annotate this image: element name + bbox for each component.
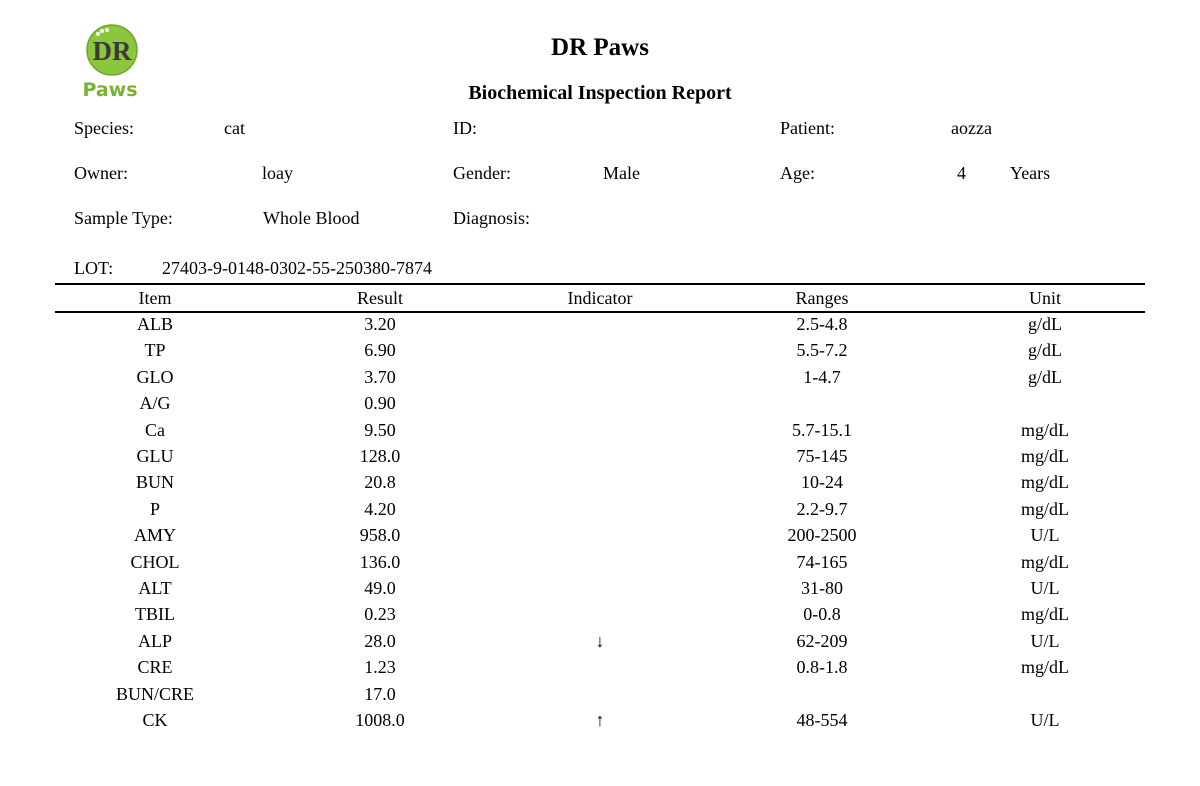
cell-result: 958.0 [359,525,401,546]
cell-result: 49.0 [364,578,396,598]
cell-item: ALT [138,578,172,598]
sample-type-value: Whole Blood [263,208,360,228]
table-header-rule [55,311,1145,313]
table-row [0,446,1200,473]
diagnosis-label: Diagnosis: [453,208,531,228]
cell-range: 1-4.7 [803,366,841,387]
cell-item: CK [142,710,168,730]
owner-value: loay [262,163,293,183]
cell-result: 128.0 [359,446,401,466]
cell-unit: g/dL [1028,366,1062,387]
cell-item: ALP [137,630,172,651]
cell-result: 3.70 [364,366,396,387]
cell-unit: mg/dL [1021,604,1069,625]
cell-unit: g/dL [1028,314,1062,334]
clinic-name: DR Paws [551,34,649,61]
table-row [0,314,1200,341]
table-top-rule [55,283,1145,285]
table-row [0,393,1200,420]
table-row [0,552,1200,579]
cell-range: 0-0.8 [803,604,841,625]
patient-label: Patient: [780,118,835,138]
cell-indicator: ↑ [595,710,605,730]
header-item: Item [138,288,172,308]
cell-range: 0.8-1.8 [796,657,848,678]
cell-unit: mg/dL [1021,498,1069,519]
table-row [0,604,1200,631]
cell-item: Ca [145,419,165,440]
lot-value: 27403-9-0148-0302-55-250380-7874 [162,258,432,278]
cell-range: 48-554 [796,710,848,730]
cell-unit: mg/dL [1021,551,1069,572]
table-row [0,472,1200,499]
cell-range: 31-80 [801,578,843,598]
cell-result: 136.0 [359,551,401,572]
id-label: ID: [453,118,477,138]
table-row [0,631,1200,658]
cell-item: P [149,498,160,519]
header-result: Result [356,288,403,308]
cell-item: TP [144,340,166,361]
cell-result: 4.20 [364,498,396,519]
table-row [0,710,1200,737]
logo-bottom-text: Paws [82,79,138,100]
cell-range: 62-209 [796,630,848,651]
cell-range: 200-2500 [787,525,857,546]
age-value: 4 [957,163,966,183]
cell-result: 0.23 [364,604,396,625]
cell-unit: mg/dL [1021,472,1069,493]
cell-unit: U/L [1030,525,1060,546]
table-row [0,340,1200,367]
cell-item: CRE [137,657,173,678]
age-unit: Years [1010,163,1051,183]
cell-unit: mg/dL [1021,446,1069,466]
species-value: cat [224,118,245,138]
cell-result: 9.50 [364,419,396,440]
cell-unit: mg/dL [1021,657,1069,678]
logo-paw-dot-2 [100,29,104,33]
table-row [0,525,1200,552]
age-label: Age: [780,163,815,183]
cell-unit: mg/dL [1021,419,1069,440]
cell-range: 75-145 [796,446,848,466]
table-row [0,420,1200,447]
cell-item: GLO [136,366,174,387]
table-row [0,684,1200,711]
table-row [0,367,1200,394]
cell-item: AMY [133,525,176,546]
cell-range: 10-24 [801,472,843,493]
lot-label: LOT: [74,258,114,278]
cell-indicator: ↓ [595,630,605,651]
cell-item: BUN [135,472,174,493]
header-ranges: Ranges [795,288,849,308]
cell-result: 6.90 [364,340,396,361]
cell-unit: U/L [1030,578,1060,598]
logo-top-text: DR [92,36,132,66]
header-indicator: Indicator [567,288,633,308]
table-row [0,657,1200,684]
cell-unit: U/L [1030,630,1060,651]
cell-result: 28.0 [364,630,396,651]
cell-result: 0.90 [364,393,396,414]
cell-result: 3.20 [364,314,396,334]
species-label: Species: [74,118,134,138]
gender-label: Gender: [453,163,511,183]
cell-result: 1008.0 [355,710,405,730]
cell-unit: U/L [1030,710,1060,730]
cell-range: 2.2-9.7 [796,498,848,519]
sample-type-label: Sample Type: [74,208,173,228]
cell-result: 20.8 [364,472,396,493]
cell-item: GLU [136,446,174,466]
cell-range: 2.5-4.8 [796,314,848,334]
cell-range: 5.5-7.2 [796,340,848,361]
cell-item: BUN/CRE [115,683,194,704]
cell-item: CHOL [130,551,180,572]
cell-unit: g/dL [1028,340,1062,361]
gender-value: Male [603,163,640,183]
owner-label: Owner: [74,163,128,183]
report-title: Biochemical Inspection Report [468,82,732,104]
cell-item: A/G [139,393,171,414]
cell-range: 74-165 [796,551,848,572]
cell-range: 5.7-15.1 [792,419,852,440]
cell-item: TBIL [135,604,175,625]
header-unit: Unit [1028,288,1061,308]
patient-value: aozza [951,118,992,138]
cell-result: 17.0 [364,683,396,704]
table-row [0,578,1200,605]
cell-result: 1.23 [364,657,396,678]
cell-item: ALB [137,314,173,334]
logo-paw-dot-3 [105,28,109,32]
table-row [0,499,1200,526]
